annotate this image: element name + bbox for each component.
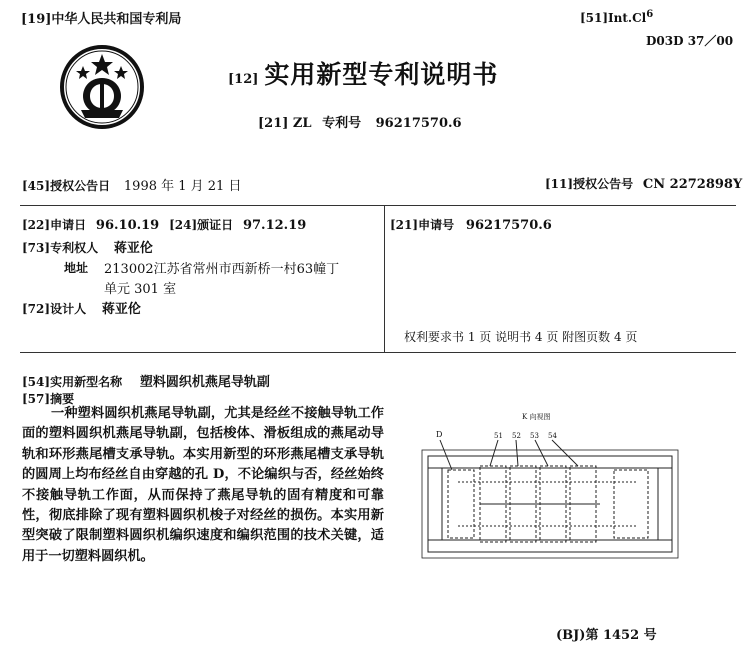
figure-label-52: 52 — [512, 432, 521, 440]
application-number-code: [21] — [390, 218, 419, 232]
announcement-number-code: [11] — [545, 177, 574, 191]
announcement-date-code: [45] — [22, 179, 51, 193]
application-date-label: 申请日 — [50, 218, 87, 232]
patentee-label: 专利权人 — [50, 241, 99, 255]
application-date: 96.10.19 — [95, 218, 160, 233]
document-type-code: [12] — [228, 72, 259, 87]
address-line-2: 单元 301 室 — [104, 282, 177, 297]
designer-label: 设计人 — [50, 302, 87, 316]
int-cl-label — [580, 9, 653, 25]
address-line-1: 213002江苏省常州市西新桥一村63幢丁 — [104, 262, 340, 277]
figure-caption: K 向视图 — [522, 413, 551, 421]
figure-label-54: 54 — [548, 432, 557, 440]
figure-label-d: D — [436, 430, 443, 439]
figure-label-53: 53 — [530, 432, 539, 440]
patentee-line — [22, 237, 153, 256]
application-number-label: 申请号 — [418, 218, 455, 232]
document-serial: (BJ)第 1452 号 — [556, 628, 657, 643]
designer-code: [72] — [22, 302, 51, 316]
int-cl-text: [51]Int.Cl — [580, 11, 647, 25]
document-type-heading — [228, 55, 498, 91]
application-number: 96217570.6 — [465, 218, 552, 233]
document-type-title: 实用新型专利说明书 — [264, 60, 499, 89]
designer-line — [22, 298, 141, 317]
issue-date-code: [24] — [169, 218, 198, 232]
patent-office-emblem-icon — [59, 44, 145, 130]
title-label: 实用新型名称 — [50, 375, 123, 389]
patentee-code: [73] — [22, 241, 51, 255]
patent-number: 96217570.6 — [375, 116, 462, 131]
ipc-classification: D03D 37／00 — [646, 34, 734, 48]
abstract-code: [57] — [22, 392, 51, 406]
title-code: [54] — [22, 375, 51, 389]
announcement-date-line — [22, 175, 241, 194]
announcement-date: 1998 年 1 月 21 日 — [123, 179, 242, 194]
int-cl-superscript: 6 — [646, 9, 654, 20]
column-divider — [384, 205, 385, 352]
address-label: 地址 — [64, 261, 89, 275]
issue-date: 97.12.19 — [242, 218, 307, 233]
application-number-line — [390, 216, 552, 233]
announcement-number-label: 授权公告号 — [573, 177, 634, 191]
abstract-label: 摘要 — [50, 392, 75, 406]
section-divider — [20, 205, 736, 206]
issue-date-label: 颁证日 — [197, 218, 234, 232]
utility-model-title-line — [22, 371, 270, 390]
abstract-text: 一种塑料圆织机燕尾导轨副，尤其是经丝不接触导轨工作面的塑料圆织机燕尾导轨副，包括梭体、滑板组成的燕尾动导轨和环形燕尾槽支承导轨。本实用新型的环形燕尾槽支承导轨的圆周上均布经丝自由穿越的孔 D，不论编织与否，经丝始终不接触导轨工作面，从而保持了燕尾导轨的固有精度和可靠性，彻底排除了现有塑料圆织机梭子对经丝的损伤。本实用新型突破了限制塑料圆织机编织速度和编织范围的技术关键，适用于一切塑料圆织机。 — [22, 406, 384, 564]
announcement-number: CN 2272898Y — [642, 177, 743, 192]
page-counts: 权利要求书 1 页 说明书 4 页 附图页数 4 页 — [404, 330, 638, 344]
patent-number-label: 专利号 — [322, 116, 362, 131]
patent-number-line — [258, 112, 462, 131]
application-date-code: [22] — [22, 218, 51, 232]
utility-model-title: 塑料圆织机燕尾导轨副 — [139, 375, 270, 390]
patent-number-code: [21] ZL — [258, 116, 312, 131]
announcement-date-label: 授权公告日 — [50, 179, 111, 193]
dovetail-guide-drawing — [418, 426, 682, 564]
figure-label-51: 51 — [494, 432, 503, 440]
designer-name: 蒋亚伦 — [101, 302, 141, 317]
office-name: [19]中华人民共和国专利局 — [21, 12, 182, 27]
announcement-number-line — [545, 175, 742, 192]
application-date-line — [22, 216, 306, 233]
patentee-name: 蒋亚伦 — [113, 241, 153, 256]
section-divider-2 — [20, 352, 736, 353]
